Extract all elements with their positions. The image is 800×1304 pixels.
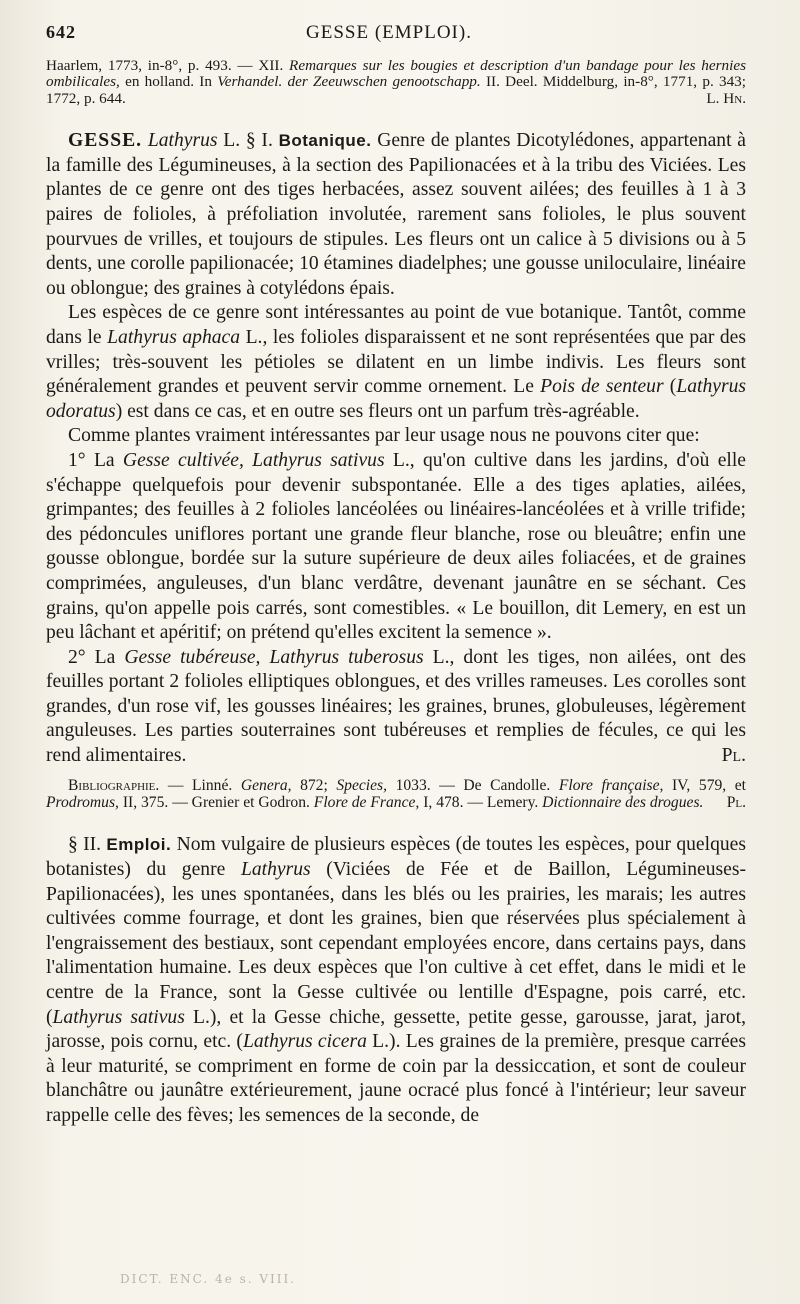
paragraph-botanique-2: Les espèces de ce genre sont intéressantes au point de vue botanique. Tantôt, comme dans le Lathyrus aphaca L., les folioles disparaissent et ne sont représentées que par des vrilles; très-souvent les pétioles se dilatent en un limbe indivis. Les fleurs sont généralement grandes et peuvent servir comme ornement. Le Pois de senteur (Lathyrus odoratus) est dans ce cas, et en outre ses fleurs ont un parfum très-agréable. <box>46 302 746 422</box>
section-title-botanique: Botanique. <box>278 131 372 151</box>
headword: GESSE. <box>68 130 143 152</box>
page-number: 642 <box>46 22 76 42</box>
author-signature: Pl. <box>726 794 746 812</box>
paragraph-botanique-intro: GESSE. Lathyrus L. § I. Botanique. Genre de plantes Dicotylédones, appartenant à la famille des Légumineuses, à la section des Papilionacées et à la tribu des Viciées. Les plantes de ce genre ont des tiges herbacées, assez souvent ailées; des feuilles à 1 à 3 paires de folioles, à préfoliation involutée, rarement sans folioles, le plus souvent pourvues de vrilles, et toujours de stipules. Les fleurs ont un calice à 5 divisions ou à 5 dents, une corolle papilionacée; 10 étamines diadelphes; une gousse uniloculaire, linéaire ou oblongue; des graines à cotylédons épais. <box>46 130 746 299</box>
footer-signature-mark: DICT. ENC. 4e s. VIII. <box>120 1272 297 1286</box>
paragraph-emploi: § II. Emploi. Nom vulgaire de plusieurs espèces (de toutes les espèces, pour quelques botanistes) du genre Lathyrus (Viciées de Fée et de Baillon, Légumineuses-Papilionacées), les unes spontanées, dans les blés ou les prairies, les marais; les autres cultivées comme fourrage, et dont les graines, bien que réservées plus spécialement à l'engraissement des bestiaux, sont cependant employées encore, dans certains pays, dans l'alimentation humaine. Les deux espèces que l'on cultive à cet effet, dans le midi et le centre de la France, sont la Gesse cultivée ou lentille d'Espagne, pois carré, etc. (Lathyrus sativus L.), et la Gesse chiche, gessette, petite gesse, garousse, jarat, jarot, jarosse, pois cornu, etc. (Lathyrus cicera L.). Les graines de la première, presque carrées à leur maturité, se compriment en forme de coin par la dessiccation, et sont de couleur blanchâtre ou jaunâtre extérieurement, jaune ocracé plus foncé à l'intérieur; leur saveur rappelle celle des fèves; les semences de la seconde, de <box>46 834 746 1126</box>
section-title-emploi: Emploi. <box>106 835 172 855</box>
page-header <box>46 22 746 44</box>
author-signature: L. Hn. <box>706 89 746 107</box>
paragraph-species-1: 1° La Gesse cultivée, Lathyrus sativus L., qu'on cultive dans les jardins, d'où elle s'échappe quelquefois pour devenir subspontanée. Elle a des tiges aplaties, ailées, grimpantes; des feuilles à 2 folioles lancéolées ou linéaires-lancéolées et à vrille trifide; des pédoncules uniflores portant une grande fleur blanche, rose ou bleuâtre; enfin une gousse oblongue, bordée sur la suture supérieure de deux ailes foliacées, et de graines comprimées, anguleuses, d'un blanc verdâtre, devenant jaunâtre en se séchant. Ces grains, qu'on appelle pois carrés, sont comestibles. « Le bouillon, dit Lemery, en est un peu lâchant et apéritif; on prétend qu'elles excitent la semence ». <box>46 449 746 644</box>
bibliography: Bibliographie. — Linné. Genera, 872; Species, 1033. — De Candolle. Flore française, IV, 579, et Prodromus, II, 375. — Grenier et Godron. Flore de France, I, 478. — Lemery. Dictionnaire des drogues. Pl. <box>46 776 746 812</box>
paragraph-botanique-3: Comme plantes vraiment intéressantes par leur usage nous ne pouvons citer que: <box>68 425 700 447</box>
paragraph-species-2: 2° La Gesse tubéreuse, Lathyrus tuberosus L., dont les tiges, non ailées, ont des feuilles portant 2 folioles elliptiques oblongues, et des vrilles rameuses. Les corolles sont grandes, d'un rose vif, les gousses linéaires; les graines, brunes, globuleuses, légèrement anguleuses. Les parties souterraines sont tubéreuses et remplies de fécules, ce qui les rend alimentaires. Pl. <box>46 646 746 769</box>
reference-block: Haarlem, 1773, in-8°, p. 493. — XII. Remarques sur les bougies et description d'un bandage pour les hernies ombilicales, en holland. In Verhandel. der Zeeuwschen genootschapp. II. Deel. Middelburg, in-8°, 1771, p. 343; 1772, p. 644. L. Hn. <box>46 57 746 107</box>
running-title: GESSE (EMPLOI). <box>306 22 472 43</box>
author-signature: Pl. <box>721 745 746 767</box>
